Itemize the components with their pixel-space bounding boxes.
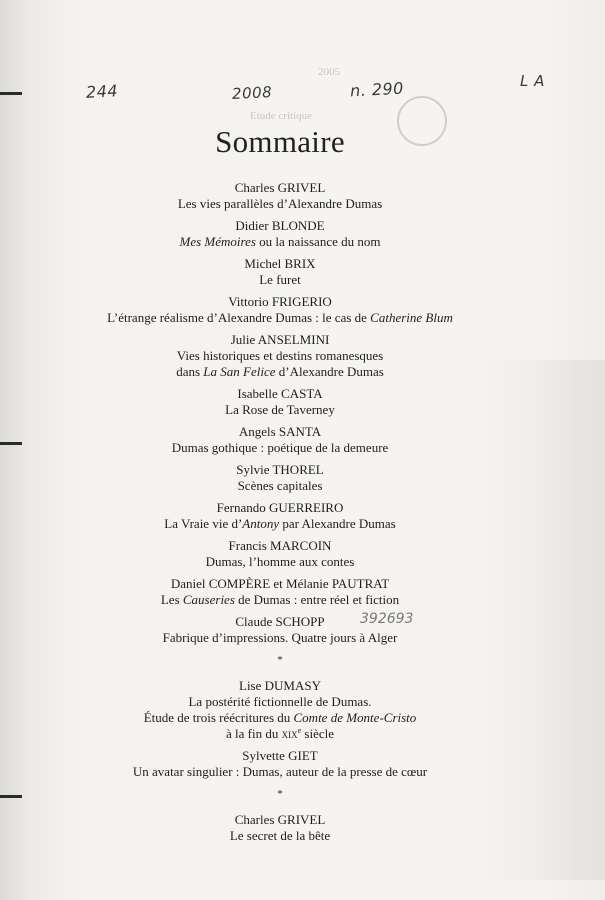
toc-entry (0, 332, 560, 380)
toc-author: Fernando GUERREIRO (216, 500, 344, 515)
toc-entry (0, 678, 560, 742)
title-text: Dumas gothique : poétique de la demeure (171, 440, 389, 455)
title-text: La Vraie vie d’ (164, 516, 243, 531)
title-text: Le furet (259, 272, 301, 287)
faint-show-through-text: 2005 (318, 66, 340, 78)
toc-entry (0, 218, 560, 250)
work-title: Catherine Blum (370, 310, 453, 325)
title-text: de Dumas : entre réel et fiction (234, 592, 400, 607)
toc-author: Claude SCHOPP (235, 614, 325, 629)
title-text: d’Alexandre Dumas (275, 364, 384, 379)
toc-author: Vittorio FRIGERIO (228, 294, 332, 309)
toc-entry (0, 256, 560, 288)
title-text: Un avatar singulier : Dumas, auteur de la presse de cœur (132, 764, 428, 779)
toc-title-line (0, 272, 560, 288)
toc-author: Julie ANSELMINI (230, 332, 330, 347)
toc-title-line (0, 402, 560, 418)
toc-title-line (0, 478, 560, 494)
title-text: à la fin du (226, 726, 282, 741)
toc-entry (0, 614, 560, 646)
toc-author: Daniel COMPÈRE et Mélanie PAUTRAT (170, 576, 390, 591)
toc-author: Isabelle CASTA (237, 386, 323, 401)
faint-show-through-text: Etude critique (250, 110, 313, 122)
toc-title-line (0, 630, 560, 646)
title-text: L’étrange réalisme d’Alexandre Dumas : le cas de (107, 310, 371, 325)
page-title: Sommaire (215, 124, 345, 159)
toc-entry (0, 294, 560, 326)
toc-entry (0, 386, 560, 418)
toc-title-line (0, 516, 560, 532)
title-text: par Alexandre Dumas (279, 516, 396, 531)
toc-title-line (0, 710, 560, 726)
section-separator: * (277, 654, 283, 666)
toc-title-line (0, 592, 560, 608)
title-text: Le secret de la bête (229, 828, 331, 843)
title-text: Étude de trois réécritures du (143, 710, 294, 725)
toc-entry (0, 424, 560, 456)
toc-title-line (0, 196, 560, 212)
work-title: La San Felice (203, 364, 276, 379)
title-text: La postérité fictionnelle de Dumas. (188, 694, 372, 709)
toc-title-line (0, 364, 560, 380)
toc-author: Charles GRIVEL (234, 812, 326, 827)
title-text: ou la naissance du nom (255, 234, 381, 249)
toc-entry (0, 576, 560, 608)
toc-title-line (0, 234, 560, 250)
toc-title-line (0, 440, 560, 456)
toc-title-line (0, 310, 560, 326)
work-title: Mes Mémoires (179, 234, 256, 249)
title-text: xix (281, 726, 298, 741)
toc-entry (0, 538, 560, 570)
handwritten-catalog-number: 392693 (360, 611, 414, 627)
title-text: dans (176, 364, 204, 379)
toc-entry (0, 462, 560, 494)
toc-author: Sylvie THOREL (236, 462, 324, 477)
title-text: Vies historiques et destins romanesques (176, 348, 384, 363)
handwritten-reference: n. 290 (349, 78, 405, 101)
title-text: La Rose de Taverney (225, 402, 335, 417)
title-text: siècle (301, 726, 334, 741)
toc-author: Francis MARCOIN (228, 538, 332, 553)
toc-author: Lise DUMASY (239, 678, 321, 693)
toc-entry (0, 812, 560, 844)
toc-author: Angels SANTA (238, 424, 322, 439)
title-text: Les (160, 592, 183, 607)
work-title: Comte de Monte-Cristo (293, 710, 417, 725)
toc-entry (0, 748, 560, 780)
toc-title-line (0, 726, 560, 742)
toc-title-line (0, 554, 560, 570)
toc-title-line (0, 828, 560, 844)
title-text: Scènes capitales (237, 478, 323, 493)
toc-entry (0, 500, 560, 532)
toc-title-line (0, 764, 560, 780)
work-title: Causeries (182, 592, 235, 607)
title-text: Dumas, l’homme aux contes (205, 554, 355, 569)
work-title: Antony (242, 516, 280, 531)
toc-entry (0, 180, 560, 212)
table-of-contents (0, 180, 560, 850)
handwritten-number: 244 (85, 81, 119, 102)
section-separator: * (277, 788, 283, 800)
toc-title-line (0, 348, 560, 364)
title-text: Les vies parallèles d’Alexandre Dumas (177, 196, 383, 211)
toc-author: Charles GRIVEL (234, 180, 326, 195)
title-text: Fabrique d’impressions. Quatre jours à Alger (162, 630, 398, 645)
binding-mark (0, 92, 22, 95)
title-text: e (297, 726, 302, 735)
toc-author: Sylvette GIET (242, 748, 318, 763)
toc-author: Michel BRIX (244, 256, 316, 271)
handwritten-corner-mark: L A (520, 72, 545, 90)
toc-title-line (0, 694, 560, 710)
handwritten-year: 2008 (231, 82, 273, 104)
toc-author: Didier BLONDE (235, 218, 325, 233)
